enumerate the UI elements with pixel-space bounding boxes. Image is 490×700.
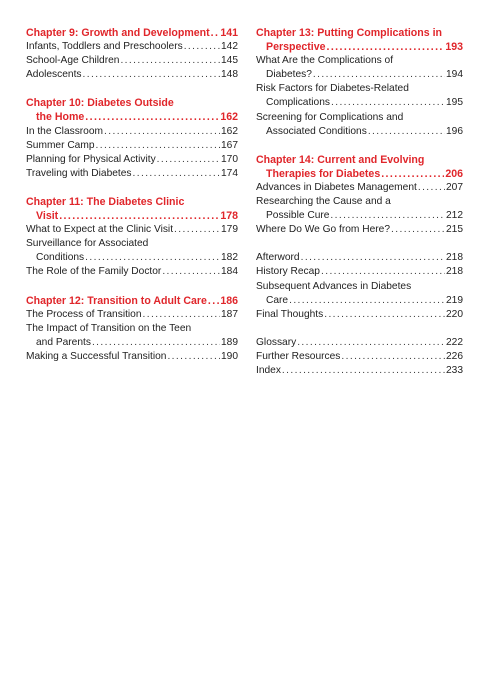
leader-dots [324,308,445,322]
entry-title: In the Classroom [26,125,104,137]
toc-entry[interactable] [26,336,238,350]
page-number: 215 [446,224,463,236]
chapter-12-section [26,294,238,364]
leader-dots [326,40,444,54]
toc-left-column [26,26,238,378]
leader-dots [321,265,445,279]
page-number: 190 [221,350,238,362]
entry-title: Associated Conditions [266,125,367,137]
chapter-14-heading[interactable] [256,167,463,181]
toc-entry-final-thoughts[interactable] [256,308,463,322]
leader-dots [167,350,220,364]
chapter-10-heading[interactable] [26,110,238,124]
leader-dots [208,294,219,308]
chapter-12-heading[interactable] [26,294,238,308]
page-number: 218 [446,252,463,264]
leader-dots [162,265,220,279]
toc-entry[interactable] [26,54,238,68]
entry-title: Making a Successful Transition [26,350,167,362]
entry-title: What to Expect at the Clinic Visit [26,224,174,236]
chapter-13-section [256,26,463,139]
toc-entry[interactable] [26,350,238,364]
toc-entry[interactable] [26,251,238,265]
leader-dots [85,251,220,265]
toc-entry-further-resources[interactable] [256,350,463,364]
toc-entry-line-1[interactable]: Risk Factors for Diabetes-Related [256,83,409,95]
chapter-13-heading-line-1[interactable]: Chapter 13: Putting Complications in [256,27,442,39]
entry-title: Glossary [256,336,297,348]
page-number: 189 [221,336,238,348]
toc-entry[interactable] [26,265,238,279]
leader-dots [104,125,220,139]
entry-title: Infants, Toddlers and Preschoolers [26,41,183,53]
page-number: 142 [221,41,238,53]
toc-entry[interactable] [256,68,463,82]
back-matter-section [256,251,463,321]
entry-title: Adolescents [26,69,82,81]
entry-title: Afterword [256,252,300,264]
chapter-10-section [26,96,238,181]
leader-dots [381,167,444,181]
entry-title: and Parents [36,336,91,348]
entry-title: Diabetes? [266,69,312,81]
entry-title: Advances in Diabetes Management [256,181,417,193]
leader-dots [341,350,445,364]
chapter-title: Chapter 9: Growth and Development [26,27,210,39]
chapter-title: Chapter 12: Transition to Adult Care [26,294,207,307]
toc-entry-line-1[interactable]: Screening for Complications and [256,111,404,123]
toc-entry[interactable] [26,68,238,82]
leader-dots [96,139,221,153]
leader-dots [184,40,220,54]
toc-entry[interactable] [26,139,238,153]
leader-dots [289,294,445,308]
toc-entry[interactable] [26,153,238,167]
chapter-14-heading-line-1[interactable]: Chapter 14: Current and Evolving [256,153,425,166]
entry-title: School-Age Children [26,55,120,67]
chapter-10-heading-line-1[interactable]: Chapter 10: Diabetes Outside [26,97,174,110]
leader-dots [211,26,220,40]
page-number: 162 [221,125,238,137]
chapter-title: the Home [36,111,85,124]
leader-dots [330,209,445,223]
entry-title: Final Thoughts [256,308,324,320]
entry-title: Index [256,364,281,376]
chapter-11-heading-line-1[interactable]: Chapter 11: The Diabetes Clinic [26,195,185,208]
leader-dots [143,308,220,322]
toc-entry[interactable] [26,167,238,181]
leader-dots [85,110,219,124]
page-number: 222 [446,336,463,348]
chapter-title: Visit [36,210,59,223]
toc-entry-line-1[interactable]: Surveillance for Associated [26,238,149,250]
toc-entry-subsequent-advances[interactable] [256,294,463,308]
page-number: 170 [221,153,238,165]
entry-title: Possible Cure [266,210,330,222]
page-number: 196 [446,125,463,137]
page-number: 207 [446,181,463,193]
toc-entry-history-recap[interactable] [256,265,463,279]
page-number: 195 [446,97,463,109]
page-number: 179 [221,224,238,236]
entry-title: Conditions [36,252,85,264]
toc-right-column [256,26,463,392]
entry-title: Planning for Physical Activity [26,153,156,165]
page-number: 212 [446,210,463,222]
leader-dots [368,125,445,139]
page-number: 167 [221,139,238,151]
leader-dots [157,153,220,167]
toc-entry[interactable] [26,308,238,322]
entry-title: The Process of Transition [26,308,142,320]
toc-entry[interactable] [256,96,463,110]
page-number: 141 [220,27,238,39]
toc-entry-afterword[interactable] [256,251,463,265]
toc-entry[interactable] [26,125,238,139]
page-number: 206 [445,167,463,180]
page-number: 193 [445,41,463,54]
entry-title: Where Do We Go from Here? [256,224,390,236]
toc-entry[interactable] [26,223,238,237]
page-number: 162 [220,111,238,124]
toc-entry-glossary[interactable] [256,336,463,350]
chapter-14-section [256,153,463,238]
entry-title: Complications [266,97,330,109]
leader-dots [133,167,220,181]
entry-title: Care [266,294,289,306]
chapter-11-section [26,195,238,280]
chapter-11-heading[interactable] [26,209,238,223]
chapter-title: Therapies for Diabetes [266,167,381,180]
toc-entry-line-1[interactable]: Researching the Cause and a [256,196,391,208]
toc-entry-line-1[interactable]: What Are the Complications of [256,55,394,67]
leader-dots [297,336,445,350]
chapter-title: Perspective [266,41,326,54]
chapter-9-heading[interactable] [26,26,238,40]
toc-entry[interactable] [26,40,238,54]
leader-dots [418,181,445,195]
page-number: 194 [446,69,463,81]
reference-section [256,336,463,378]
entry-title: History Recap [256,266,320,278]
toc-entry-index[interactable] [256,364,463,378]
leader-dots [120,54,220,68]
page-number: 220 [446,308,463,320]
leader-dots [301,251,445,265]
page-number: 174 [221,167,238,179]
entry-title: Summer Camp [26,139,95,151]
page-number: 182 [221,252,238,264]
page-number: 233 [446,364,463,376]
entry-title: Further Resources [256,350,341,362]
page-number: 218 [446,266,463,278]
leader-dots [282,364,445,378]
page-number: 184 [221,266,238,278]
leader-dots [391,223,445,237]
chapter-9-section [26,26,238,82]
page-number: 145 [221,55,238,67]
leader-dots [313,68,445,82]
page-number: 148 [221,69,238,81]
toc-entry[interactable] [256,125,463,139]
entry-title: Traveling with Diabetes [26,167,132,179]
leader-dots [83,68,221,82]
page-number: 219 [446,294,463,306]
leader-dots [59,209,219,223]
leader-dots [174,223,220,237]
page-number: 186 [220,294,238,307]
toc-entry-line-1[interactable]: The Impact of Transition on the Teen [26,322,192,334]
toc-entry-line-1[interactable]: Subsequent Advances in Diabetes [256,280,412,292]
toc-entry[interactable] [256,181,463,195]
entry-title: The Role of the Family Doctor [26,266,162,278]
page-number: 226 [446,350,463,362]
toc-entry[interactable] [256,223,463,237]
chapter-13-heading[interactable] [256,40,463,54]
leader-dots [331,96,445,110]
toc-entry[interactable] [256,209,463,223]
page-number: 178 [220,210,238,223]
page-number: 187 [221,308,238,320]
leader-dots [92,336,220,350]
